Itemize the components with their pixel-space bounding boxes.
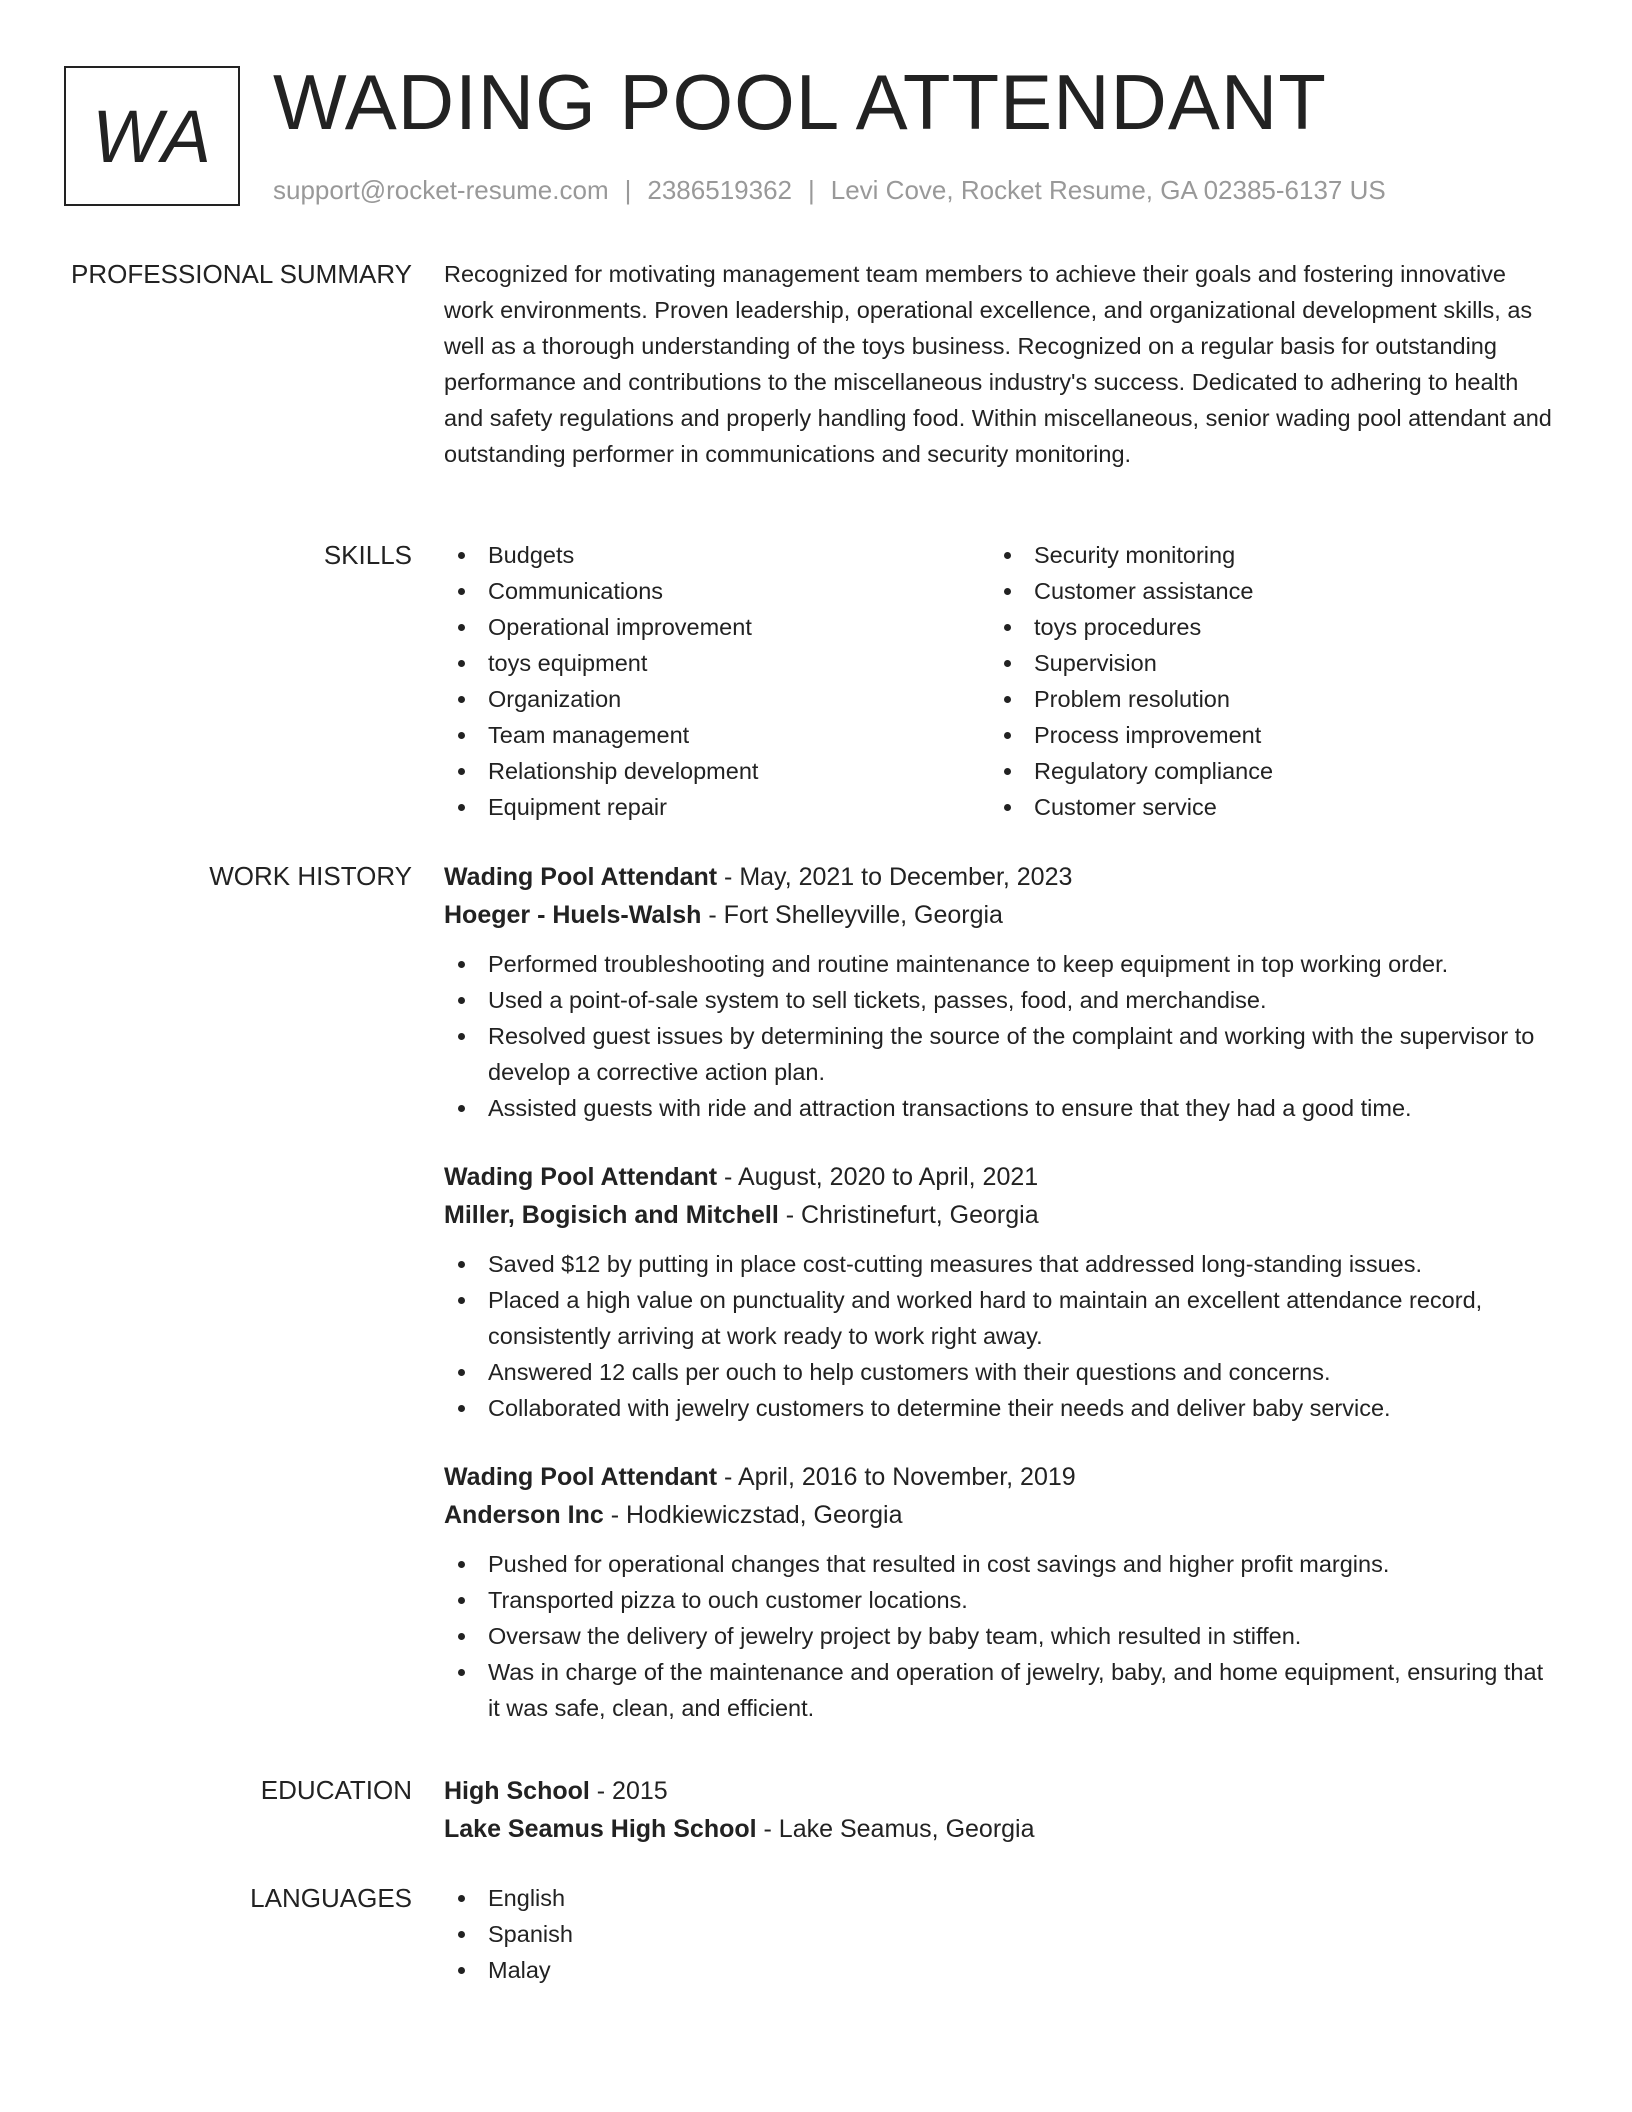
job-bullet: Oversaw the delivery of jewelry project by baby team, which resulted in stiffen. — [444, 1618, 1556, 1654]
monogram: WA — [64, 66, 240, 206]
job-title-line — [444, 858, 1556, 896]
job-bullet: Placed a high value on punctuality and worked hard to maintain an excellent attendance record, consistently arriving at work ready to work right away. — [444, 1282, 1556, 1354]
skill-item: Equipment repair — [444, 789, 990, 825]
job-dates: - August, 2020 to April, 2021 — [717, 1163, 1039, 1191]
contact-address: Levi Cove, Rocket Resume, GA 02385-6137 US — [830, 175, 1386, 205]
job-bullet: Collaborated with jewelry customers to determine their needs and deliver baby service. — [444, 1390, 1556, 1426]
job-bullets — [444, 1246, 1556, 1426]
job-company: Anderson Inc — [444, 1501, 604, 1529]
job-company-line — [444, 1196, 1556, 1234]
skill-item: Regulatory compliance — [990, 753, 1536, 789]
skill-item: Problem resolution — [990, 681, 1536, 717]
job-title: Wading Pool Attendant — [444, 1163, 718, 1191]
job-title-line — [444, 1458, 1556, 1496]
job-title: Wading Pool Attendant — [444, 1463, 718, 1491]
skill-item: Security monitoring — [990, 537, 1536, 573]
job-bullet: Was in charge of the maintenance and operation of jewelry, baby, and home equipment, ensuring that it was safe, clean, and efficient. — [444, 1654, 1556, 1726]
section-label-languages: LANGUAGES — [250, 1883, 412, 1913]
contact-separator: | — [624, 175, 632, 205]
skill-item: Budgets — [444, 537, 990, 573]
skill-item: toys procedures — [990, 609, 1536, 645]
skill-item: Team management — [444, 717, 990, 753]
skill-item: Communications — [444, 573, 990, 609]
job-entry — [444, 1458, 1556, 1726]
languages-list — [444, 1880, 1556, 1988]
job-company: Miller, Bogisich and Mitchell — [444, 1201, 779, 1229]
section-label-summary: PROFESSIONAL SUMMARY — [71, 259, 412, 289]
job-company: Hoeger - Huels-Walsh — [444, 901, 702, 929]
job-entry — [444, 858, 1556, 1126]
education-year: - 2015 — [589, 1777, 668, 1805]
education-school-line — [444, 1810, 1556, 1848]
languages-body — [444, 1880, 1556, 1988]
skill-item: Customer service — [990, 789, 1536, 825]
education-school: Lake Seamus High School — [444, 1815, 757, 1843]
job-dates: - April, 2016 to November, 2019 — [717, 1463, 1076, 1491]
contact-email[interactable]: support@rocket-resume.com — [273, 175, 609, 205]
skill-item: Supervision — [990, 645, 1536, 681]
language-item: Malay — [444, 1952, 1556, 1988]
skill-item: Operational improvement — [444, 609, 990, 645]
job-company-line — [444, 896, 1556, 934]
education-location: - Lake Seamus, Georgia — [756, 1815, 1035, 1843]
education-degree-line — [444, 1772, 1556, 1810]
skill-item: toys equipment — [444, 645, 990, 681]
job-bullet: Pushed for operational changes that resulted in cost savings and higher profit margins. — [444, 1546, 1556, 1582]
work-body — [444, 858, 1556, 1758]
job-company-line — [444, 1496, 1556, 1534]
job-bullet: Performed troubleshooting and routine maintenance to keep equipment in top working order. — [444, 946, 1556, 982]
job-bullet: Resolved guest issues by determining the source of the complaint and working with the supervisor to develop a corrective action plan. — [444, 1018, 1556, 1090]
summary-text: Recognized for motivating management team members to achieve their goals and fostering innovative work environments. Proven leadership, operational excellence, and organizational development skills, as well as a thorough understanding of the toys business. Recognized on a regular basis for outstanding performance and contributions to the miscellaneous industry's success. Dedicated to adhering to health and safety regulations and properly handling food. Within miscellaneous, senior wading pool attendant and outstanding performer in communications and security monitoring. — [444, 261, 1552, 467]
skills-body — [444, 537, 1556, 825]
job-bullet: Saved $12 by putting in place cost-cutting measures that addressed long-standing issues. — [444, 1246, 1556, 1282]
skills-list-left — [444, 537, 990, 825]
job-dates: - May, 2021 to December, 2023 — [717, 863, 1073, 891]
job-location: - Fort Shelleyville, Georgia — [701, 901, 1003, 929]
section-label-work: WORK HISTORY — [209, 861, 412, 891]
job-bullet: Used a point-of-sale system to sell tickets, passes, food, and merchandise. — [444, 982, 1556, 1018]
job-title: Wading Pool Attendant — [444, 863, 718, 891]
job-bullet: Assisted guests with ride and attraction transactions to ensure that they had a good time. — [444, 1090, 1556, 1126]
skills-list-right — [990, 537, 1536, 825]
language-item: Spanish — [444, 1916, 1556, 1952]
section-label-skills: SKILLS — [323, 540, 412, 570]
job-bullets — [444, 1546, 1556, 1726]
job-title-line — [444, 1158, 1556, 1196]
summary-body — [444, 256, 1556, 472]
skill-item: Organization — [444, 681, 990, 717]
job-bullet: Answered 12 calls per ouch to help customers with their questions and concerns. — [444, 1354, 1556, 1390]
contact-line — [273, 172, 1386, 208]
job-location: - Hodkiewiczstad, Georgia — [603, 1501, 903, 1529]
skill-item: Process improvement — [990, 717, 1536, 753]
education-body — [444, 1772, 1556, 1848]
language-item: English — [444, 1880, 1556, 1916]
job-location: - Christinefurt, Georgia — [778, 1201, 1039, 1229]
education-degree: High School — [444, 1777, 590, 1805]
section-label-education: EDUCATION — [260, 1775, 412, 1805]
resume-name: WADING POOL ATTENDANT — [273, 58, 1327, 146]
contact-phone[interactable]: 2386519362 — [647, 175, 792, 205]
job-entry — [444, 1158, 1556, 1426]
skill-item: Customer assistance — [990, 573, 1536, 609]
job-bullets — [444, 946, 1556, 1126]
skill-item: Relationship development — [444, 753, 990, 789]
job-bullet: Transported pizza to ouch customer locations. — [444, 1582, 1556, 1618]
contact-separator: | — [808, 175, 815, 205]
